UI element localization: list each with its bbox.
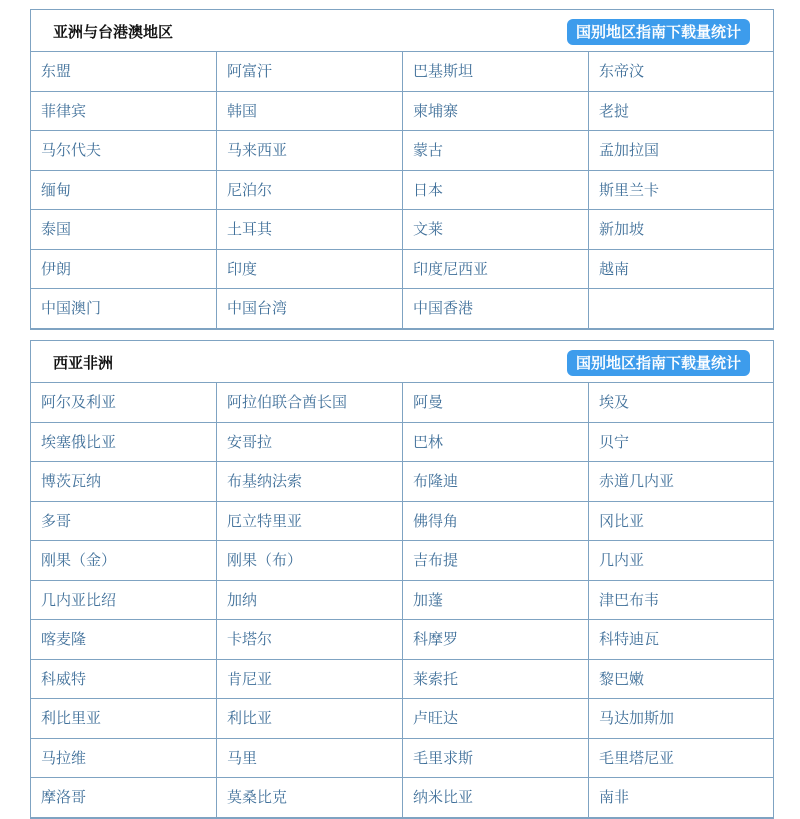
country-link[interactable]: 莫桑比克 bbox=[217, 778, 403, 818]
download-stats-button[interactable]: 国别地区指南下载量统计 bbox=[567, 19, 750, 45]
empty-cell bbox=[589, 289, 773, 329]
country-link[interactable]: 摩洛哥 bbox=[31, 778, 217, 818]
country-link[interactable]: 布隆迪 bbox=[403, 462, 589, 502]
country-link[interactable]: 纳米比亚 bbox=[403, 778, 589, 818]
country-link[interactable]: 多哥 bbox=[31, 502, 217, 542]
country-link[interactable]: 马达加斯加 bbox=[589, 699, 773, 739]
country-link[interactable]: 马拉维 bbox=[31, 739, 217, 779]
country-link[interactable]: 刚果（金） bbox=[31, 541, 217, 581]
country-link[interactable]: 厄立特里亚 bbox=[217, 502, 403, 542]
country-link[interactable]: 泰国 bbox=[31, 210, 217, 250]
country-link[interactable]: 菲律宾 bbox=[31, 92, 217, 132]
country-link[interactable]: 埃及 bbox=[589, 383, 773, 423]
country-link[interactable]: 博茨瓦纳 bbox=[31, 462, 217, 502]
country-link[interactable]: 喀麦隆 bbox=[31, 620, 217, 660]
country-link[interactable]: 南非 bbox=[589, 778, 773, 818]
country-link[interactable]: 肯尼亚 bbox=[217, 660, 403, 700]
country-link[interactable]: 东盟 bbox=[31, 52, 217, 92]
country-link[interactable]: 利比亚 bbox=[217, 699, 403, 739]
region-section-west-asia-africa bbox=[30, 340, 774, 819]
country-link[interactable]: 中国台湾 bbox=[217, 289, 403, 329]
country-link[interactable]: 毛里塔尼亚 bbox=[589, 739, 773, 779]
country-link[interactable]: 卡塔尔 bbox=[217, 620, 403, 660]
country-link[interactable]: 几内亚 bbox=[589, 541, 773, 581]
country-link[interactable]: 贝宁 bbox=[589, 423, 773, 463]
country-link[interactable]: 冈比亚 bbox=[589, 502, 773, 542]
country-link[interactable]: 巴基斯坦 bbox=[403, 52, 589, 92]
country-link[interactable]: 新加坡 bbox=[589, 210, 773, 250]
country-link[interactable]: 韩国 bbox=[217, 92, 403, 132]
country-grid bbox=[31, 383, 773, 818]
country-link[interactable]: 科摩罗 bbox=[403, 620, 589, 660]
country-link[interactable]: 黎巴嫩 bbox=[589, 660, 773, 700]
country-link[interactable]: 越南 bbox=[589, 250, 773, 290]
country-link[interactable]: 科威特 bbox=[31, 660, 217, 700]
section-title: 西亚非洲 bbox=[53, 354, 114, 372]
region-section-asia bbox=[30, 9, 774, 330]
country-link[interactable]: 巴林 bbox=[403, 423, 589, 463]
country-link[interactable]: 刚果（布） bbox=[217, 541, 403, 581]
country-link[interactable]: 蒙古 bbox=[403, 131, 589, 171]
country-link[interactable]: 孟加拉国 bbox=[589, 131, 773, 171]
country-link[interactable]: 尼泊尔 bbox=[217, 171, 403, 211]
country-link[interactable]: 毛里求斯 bbox=[403, 739, 589, 779]
country-link[interactable]: 缅甸 bbox=[31, 171, 217, 211]
country-link[interactable]: 加蓬 bbox=[403, 581, 589, 621]
country-link[interactable]: 几内亚比绍 bbox=[31, 581, 217, 621]
country-link[interactable]: 加纳 bbox=[217, 581, 403, 621]
country-link[interactable]: 柬埔寨 bbox=[403, 92, 589, 132]
country-link[interactable]: 科特迪瓦 bbox=[589, 620, 773, 660]
country-link[interactable]: 阿曼 bbox=[403, 383, 589, 423]
country-link[interactable]: 印度尼西亚 bbox=[403, 250, 589, 290]
country-link[interactable]: 莱索托 bbox=[403, 660, 589, 700]
country-link[interactable]: 阿拉伯联合酋长国 bbox=[217, 383, 403, 423]
country-link[interactable]: 伊朗 bbox=[31, 250, 217, 290]
country-link[interactable]: 布基纳法索 bbox=[217, 462, 403, 502]
country-link[interactable]: 东帝汶 bbox=[589, 52, 773, 92]
country-link[interactable]: 吉布提 bbox=[403, 541, 589, 581]
country-link[interactable]: 中国澳门 bbox=[31, 289, 217, 329]
country-link[interactable]: 斯里兰卡 bbox=[589, 171, 773, 211]
country-link[interactable]: 安哥拉 bbox=[217, 423, 403, 463]
country-link[interactable]: 马尔代夫 bbox=[31, 131, 217, 171]
country-link[interactable]: 赤道几内亚 bbox=[589, 462, 773, 502]
country-link[interactable]: 老挝 bbox=[589, 92, 773, 132]
country-link[interactable]: 卢旺达 bbox=[403, 699, 589, 739]
country-link[interactable]: 中国香港 bbox=[403, 289, 589, 329]
section-header bbox=[31, 10, 773, 52]
country-link[interactable]: 利比里亚 bbox=[31, 699, 217, 739]
country-link[interactable]: 津巴布韦 bbox=[589, 581, 773, 621]
country-link[interactable]: 日本 bbox=[403, 171, 589, 211]
country-link[interactable]: 佛得角 bbox=[403, 502, 589, 542]
country-link[interactable]: 土耳其 bbox=[217, 210, 403, 250]
country-link[interactable]: 阿富汗 bbox=[217, 52, 403, 92]
country-link[interactable]: 马来西亚 bbox=[217, 131, 403, 171]
country-link[interactable]: 阿尔及利亚 bbox=[31, 383, 217, 423]
country-link[interactable]: 文莱 bbox=[403, 210, 589, 250]
download-stats-button[interactable]: 国别地区指南下载量统计 bbox=[567, 350, 750, 376]
country-grid bbox=[31, 52, 773, 329]
country-link[interactable]: 埃塞俄比亚 bbox=[31, 423, 217, 463]
section-title: 亚洲与台港澳地区 bbox=[53, 23, 174, 41]
country-link[interactable]: 印度 bbox=[217, 250, 403, 290]
country-link[interactable]: 马里 bbox=[217, 739, 403, 779]
section-header bbox=[31, 341, 773, 383]
